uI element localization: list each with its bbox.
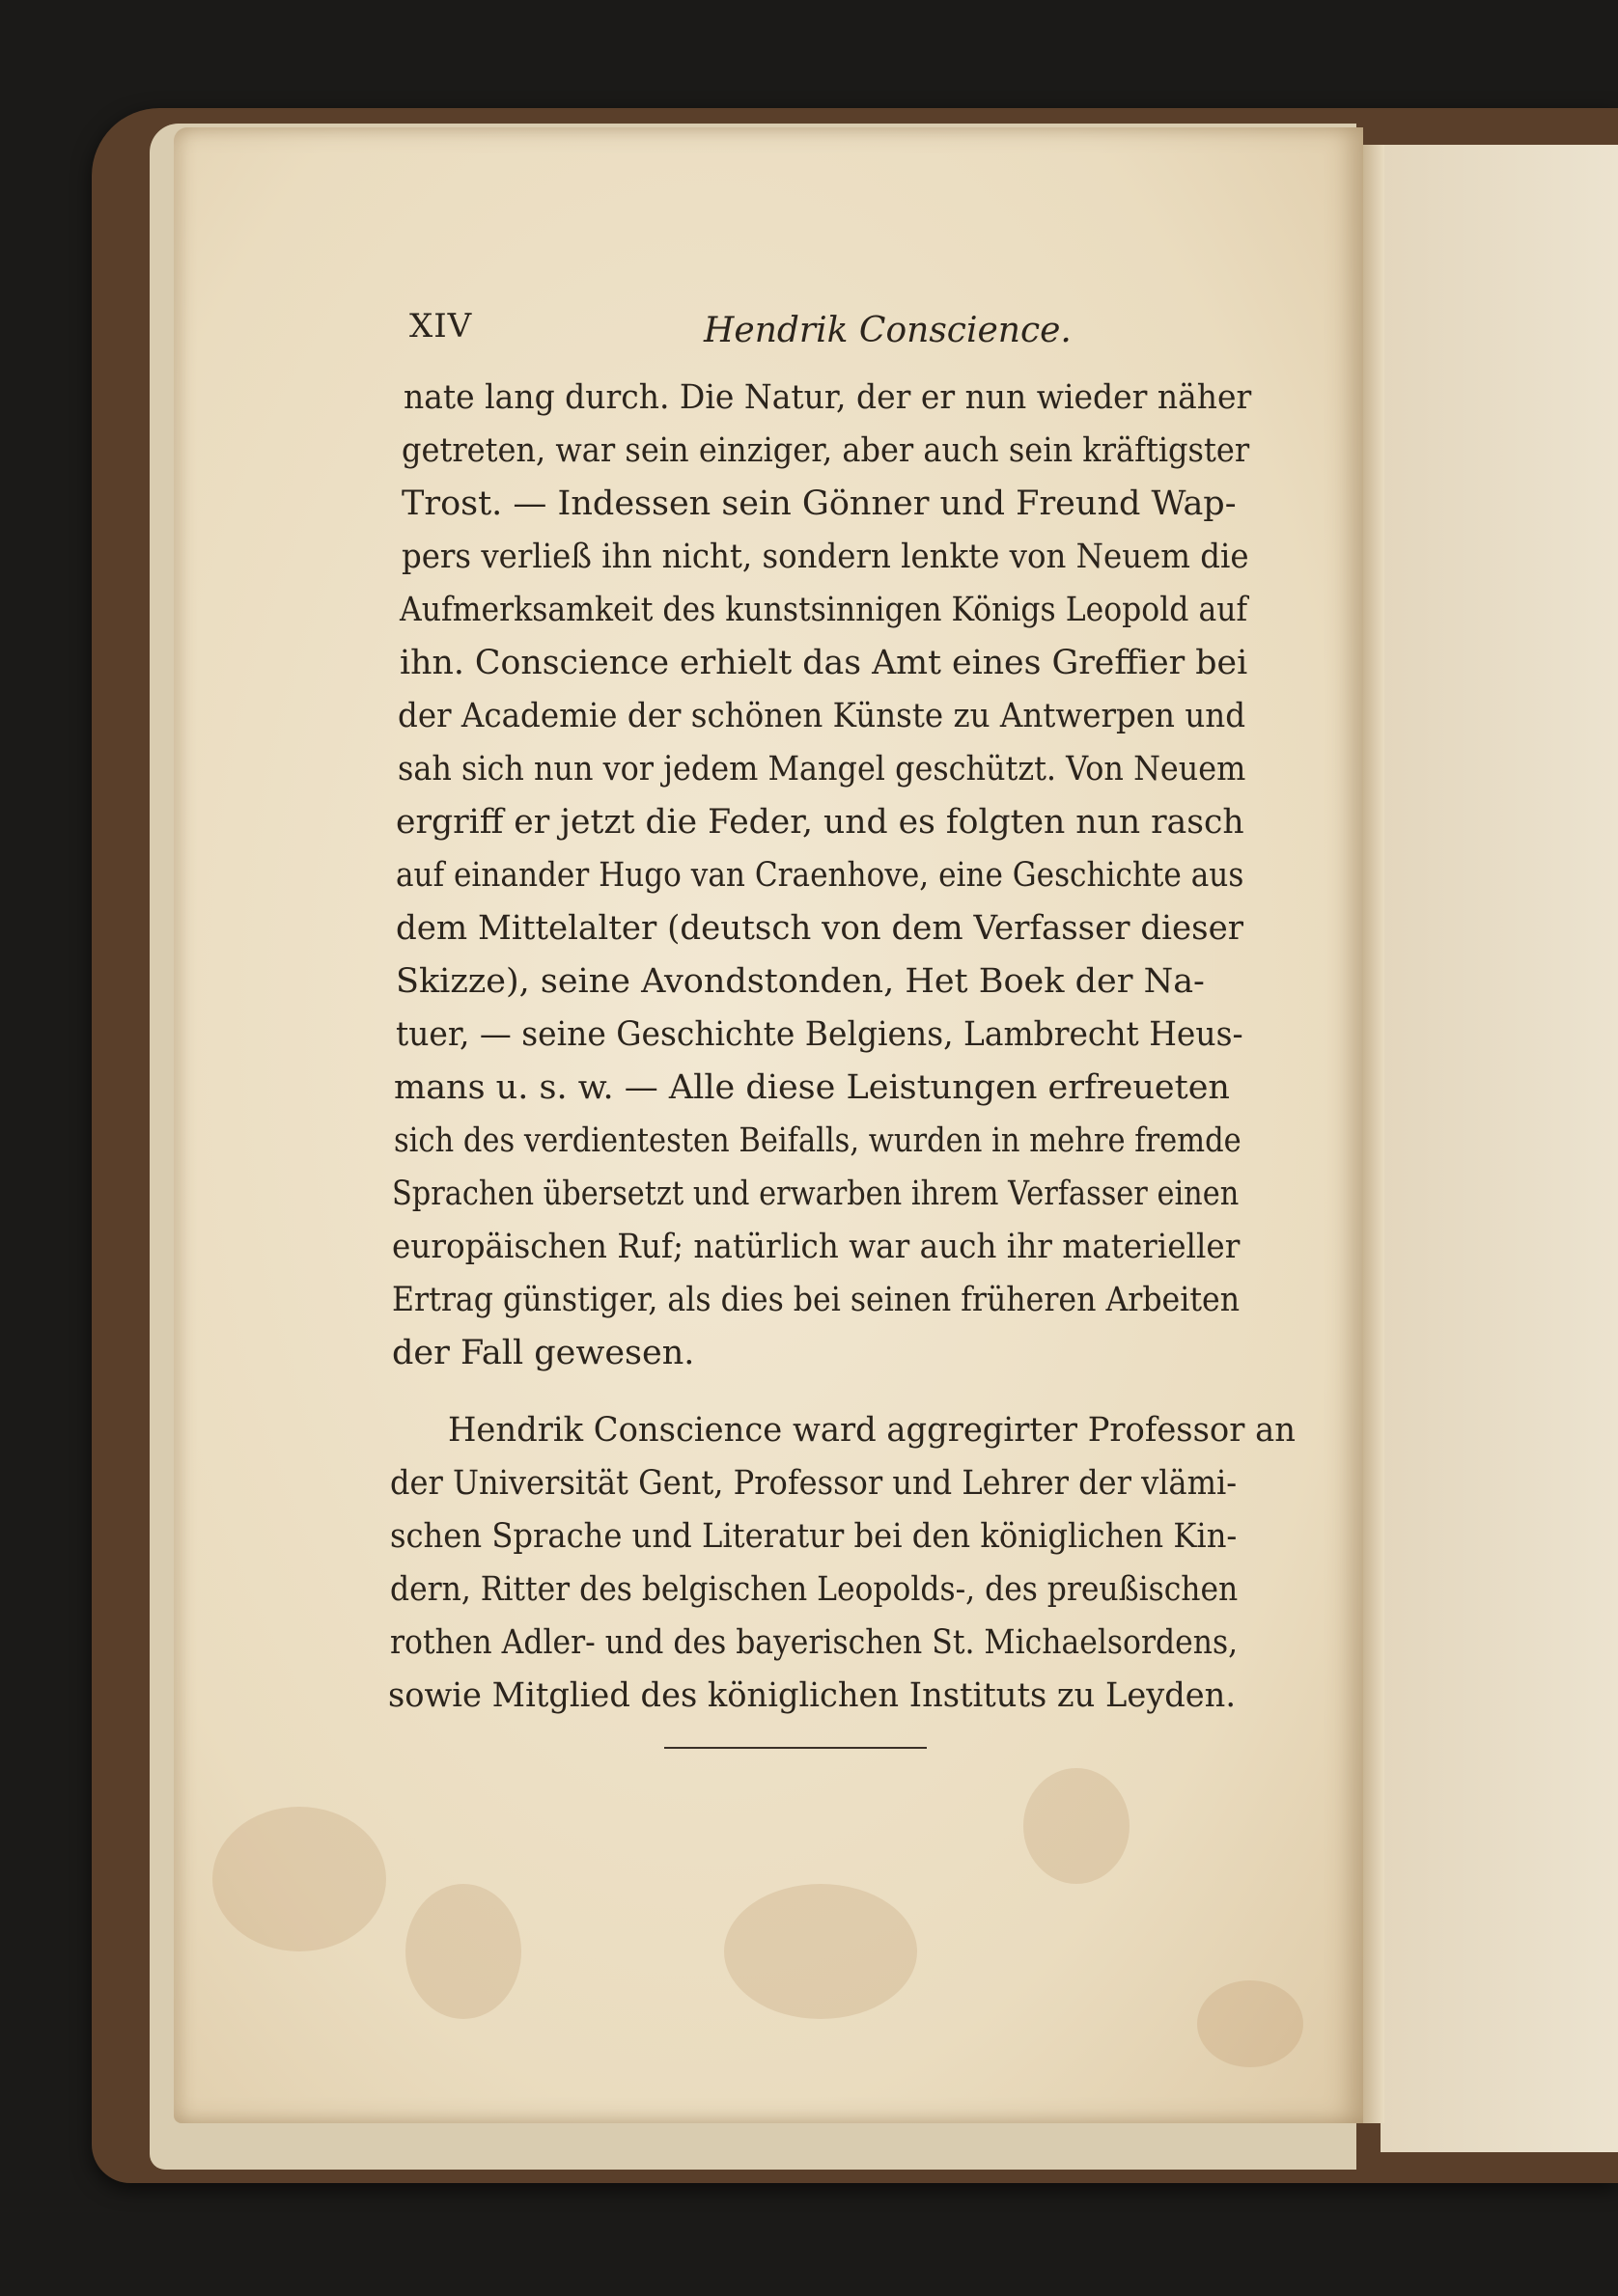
text-line: Aufmerksamkeit des kunstsinnigen Königs Leopold auf	[400, 591, 1248, 629]
text-line: Hendrik Conscience ward aggregirter Professor an	[448, 1411, 1296, 1450]
text-line: nate lang durch. Die Natur, der er nun wieder näher	[404, 378, 1252, 417]
text-line: Ertrag günstiger, als dies bei seinen früheren Arbeiten	[392, 1281, 1241, 1319]
facing-page	[1381, 145, 1618, 2152]
stain	[1197, 1980, 1303, 2067]
text-line: mans u. s. w. — Alle diese Leistungen erfreueten	[394, 1068, 1230, 1107]
text-line: getreten, war sein einziger, aber auch sein kräftigster	[402, 431, 1250, 470]
text-line: dem Mittelalter (deutsch von dem Verfasser dieser	[396, 909, 1244, 948]
stain	[1023, 1768, 1130, 1884]
stain	[212, 1807, 386, 1951]
stain	[724, 1884, 917, 2019]
text-line: dern, Ritter des belgischen Leopolds-, des preußischen	[390, 1570, 1239, 1609]
text-line: auf einander Hugo van Craenhove, eine Geschichte aus	[396, 856, 1244, 895]
text-line: europäischen Ruf; natürlich war auch ihr materieller	[392, 1228, 1241, 1266]
text-line: sich des verdientesten Beifalls, wurden in mehre fremde	[394, 1121, 1241, 1160]
text-line: schen Sprache und Literatur bei den königlichen Kin-	[390, 1517, 1238, 1556]
stain	[405, 1884, 521, 2019]
text-line: sowie Mitglied des königlichen Instituts zu Leyden.	[388, 1676, 1237, 1715]
text-line: pers verließ ihn nicht, sondern lenkte von Neuem die	[402, 538, 1249, 576]
text-line: der Academie der schönen Künste zu Antwerpen und	[398, 697, 1246, 735]
text-line: rothen Adler- und des bayerischen St. Michaelsordens,	[390, 1623, 1239, 1662]
page-number: XIV	[409, 307, 473, 346]
closing-rule	[664, 1747, 927, 1749]
text-line: ergriff er jetzt die Feder, und es folgten nun rasch	[396, 803, 1244, 842]
text-line: Skizze), seine Avondstonden, Het Boek der Na-	[396, 962, 1205, 1001]
text-line: tuer, — seine Geschichte Belgiens, Lambrecht Heus-	[396, 1015, 1243, 1054]
running-head: Hendrik Conscience.	[704, 311, 1072, 350]
text-line: der Universität Gent, Professor und Lehrer der vlämi-	[390, 1464, 1238, 1503]
text-line: sah sich nun vor jedem Mangel geschützt. Von Neuem	[398, 750, 1246, 788]
text-line: der Fall gewesen.	[392, 1334, 695, 1372]
text-line: ihn. Conscience erhielt das Amt eines Greffier bei	[400, 644, 1248, 682]
text-line: Sprachen übersetzt und erwarben ihrem Verfasser einen	[392, 1175, 1240, 1213]
text-line: Trost. — Indessen sein Gönner und Freund Wap-	[402, 484, 1237, 523]
